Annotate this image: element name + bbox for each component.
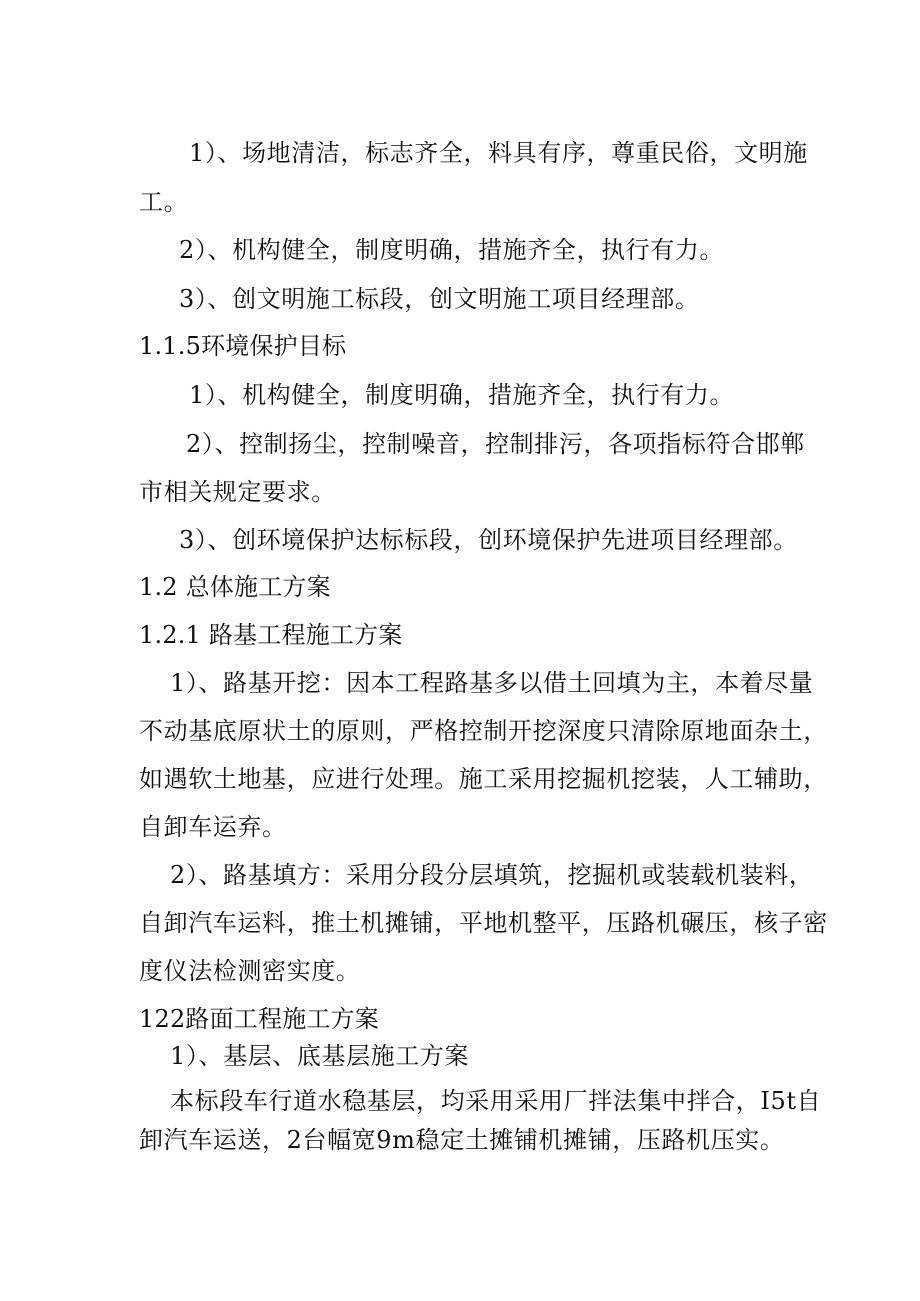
text-line: 度仪法检测密实度。 [139,957,361,985]
text-line: 1）、机构健全，制度明确，措施齐全，执行有力。 [189,381,735,409]
section-heading: 1.1.5环境保护目标 [139,332,347,360]
text-line: 3）、创环境保护达标标段，创环境保护先进项目经理部。 [179,526,798,554]
text-line: 卸汽车运送，2台幅宽9m稳定土摊铺机摊铺，压路机压实。 [139,1126,785,1154]
text-line: 1）、基层、底基层施工方案 [170,1042,470,1070]
text-line: 1）、场地清洁，标志齐全，料具有序，尊重民俗，文明施 [189,139,808,167]
section-heading: 1.2 总体施工方案 [139,573,331,601]
text-line: 自卸车运弃。 [139,813,287,841]
text-line: 不动基底原状土的原则，严格控制开挖深度只清除原地面杂土， [139,717,828,745]
text-line: 如遇软土地基，应进行处理。施工采用挖掘机挖装，人工辅助， [139,765,828,793]
section-heading: 122路面工程施工方案 [139,1005,380,1033]
text-line: 自卸汽车运料，推土机摊铺，平地机整平，压路机碾压，核子密 [139,909,828,937]
text-line: 3）、创文明施工标段，创文明施工项目经理部。 [179,285,700,313]
text-line: 1）、路基开挖：因本工程路基多以借土回填为主，本着尽量 [170,669,814,697]
text-line: 2）、机构健全，制度明确，措施齐全，执行有力。 [179,236,725,264]
text-line: 工。 [139,188,189,216]
text-line: 市相关规定要求。 [139,478,336,506]
text-line: 2）、路基填方：采用分段分层填筑，挖掘机或装载机装料， [170,861,814,889]
section-heading: 1.2.1 路基工程施工方案 [139,621,403,649]
text-line: 本标段车行道水稳基层，均采用采用厂拌法集中拌合，I5t自 [170,1087,822,1115]
text-line: 2）、控制扬尘，控制噪音，控制排污，各项指标符合邯郸 [186,430,805,458]
